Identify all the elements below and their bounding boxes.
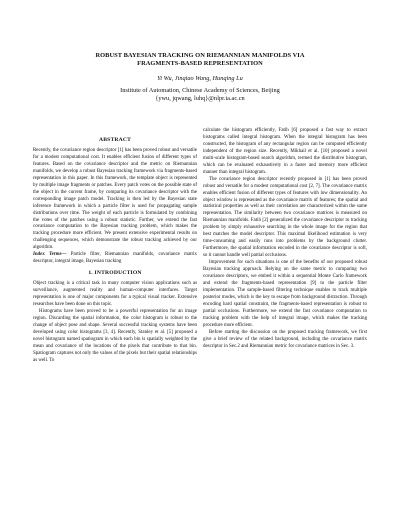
paper-title (30, 52, 370, 69)
abstract-heading: ABSTRACT (98, 137, 132, 143)
index-terms-text: Particle filter, Riemannian manifolds, covariance matrix descriptor, integral image, Bayesian tracking (33, 252, 198, 265)
right-paragraph-2: The covariance region descriptor recently proposed in [1] has been proved robust and versatile for a modest computational cost [2, 7]. The covariance matrix enables efficient fusion of different types of features with low dimensionality. An object window is represented as the covariance matrix of features; the spatial and statistical properties as well as their correlation are characterized within the same representation. The similarity between two covariance matrices is measured on Riemannian manifolds. Fatih [2] generalized the covariance descriptor to tracking problem by simply exhaustive searching in the whole image for the region that best matches the model descriptor. This maximal likelihood estimation is very time-consuming and easily runs into problems by the background clutter. Furthermore, the spatial information encoded in the covariance descriptor is soft, so it cannot handle well partial occlusions. (203, 176, 367, 259)
introduction-heading: 1. INTRODUCTION (88, 270, 142, 277)
index-terms-label: Index Terms— (33, 252, 67, 258)
author-emails: {ywu, jqwang, luhq}@nlpr.ia.ac.cn (155, 95, 245, 103)
intro-paragraph-2: Histograms have been proved to be a powerful representation for an image region. Discarding the spatial information, the color histogram is robust to the change of object pose and shape. Several successful tracking systems have been developed using color histograms [3, 4]. Recently, Stanley et al. [5] proposed a novel histogram named spatiogram in which each bin is spatially weighted by the mean and covariance of the locations of the pixels that contribute to that bin. Spatiogram captures not only the values of the pixels but their spatial relationships as well. To (33, 309, 197, 363)
abstract-text: Recently, the covariance region descriptor [1] has been proved robust and versatile for a modest computational cost. It enables efficient fusion of different types of features. Based on the covariance descriptor and the metric on Riemannian manifolds, we develop a robust Bayesian tracking framework via fragments-based representation in this paper. In this framework, the template object is represented by multiple image fragments or patches. Every patch votes on the possible state of the object in the current frame, by comparing its covariance descriptor with the corresponding image patch model. Tracking is then led by the Bayesian state inference framework in which a particle filter is used for propagating sample distributions over time. The weight of each particle is formulated by combining the votes of the patches using a robust statistic. Further, we extend the fast covariance computation to the Bayesian tracking problem, which makes the tracking procedure more efficient. We present extensive experimental results on challenging sequences, which demonstrate the robust tracking achieved by our algorithm. (33, 148, 197, 251)
right-paragraph-4: Before starting the discussion on the proposed tracking framework, we first give a brief review of the related background, including the covariance matrix descriptor in Sec.2 and Riemannian metric for covariance matrices in Sec. 3. (203, 329, 367, 349)
index-terms (33, 252, 197, 266)
affiliation-block (30, 87, 370, 104)
right-paragraph-3: Improvement for such situations is one of the benefits of our proposed robust Bayesian tracking approach. Relying on the same metric to comparing two covariance descriptors, we embed it within a sequential Monte Carlo framework and extend the fragments-based representation [9] to the particle filter implementation. The sample-based filtering technique enables to track multiple posterior modes, which is the key to escape from background distraction. Through encoding hard spatial constraint, the fragments-based representation is robust to partial occlusions. Furthermore, we extend the fast covariance computation to tracking problem with the help of integral image, which makes the tracking procedure more efficient. (203, 260, 367, 328)
right-column (203, 128, 367, 351)
title-line-2: FRAGMENTS-BASED REPRESENTATION (137, 60, 263, 68)
left-column (33, 137, 197, 365)
right-paragraph-1: calculate the histogram efficiently, Fatih [6] proposed a fast way to extract histograms called integral histogram. When the integral histogram has been constructed, the histogram of any rectangular region can be computed efficiently independent of the region size. Recently, Mikhail et al. [10] proposed a novel multi-scale histogram-based search algorithm, termed the distributive histogram, which can be evaluated exhaustively in a faster and memory more efficient manner than integral histogram. (203, 128, 367, 175)
intro-paragraph-1: Object tracking is a critical task in many computer vision applications such as surveillance, augmented reality and human-computer interfaces. Target representation is one of major components for a typical visual tracker. Extensive researches have been done on this topic. (33, 281, 197, 308)
author-list: Yi Wu, Jinqiao Wang, Hanqing Lu (157, 75, 243, 82)
title-line-1: ROBUST BAYESIAN TRACKING ON RIEMANNIAN MANIFOLDS VIA (95, 52, 305, 59)
affiliation: Institute of Automation, Chinese Academy of Sciences, Beijing (120, 87, 280, 94)
